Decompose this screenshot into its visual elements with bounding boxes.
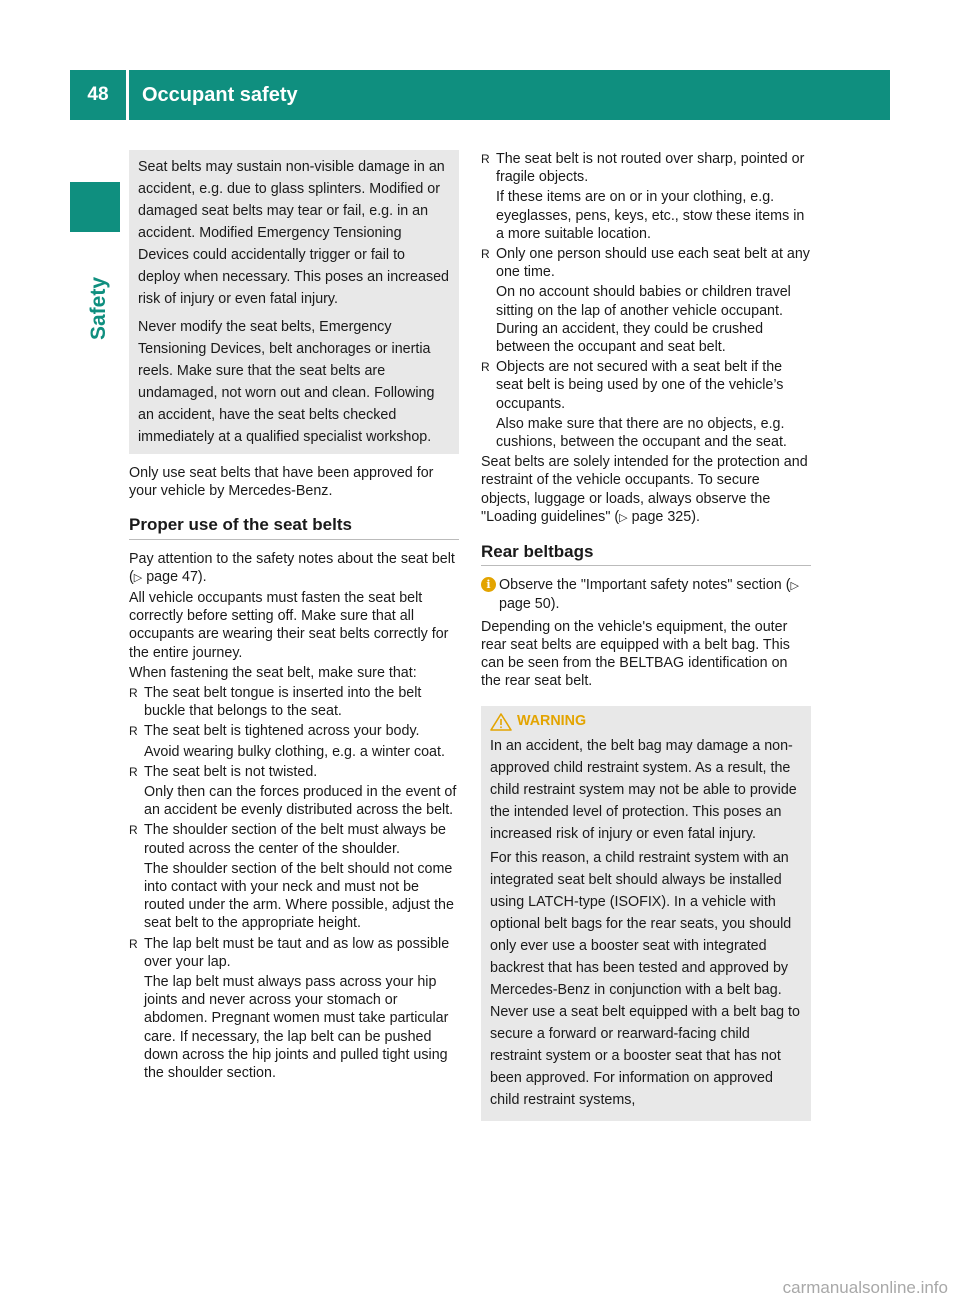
paragraph: Pay attention to the safety notes about the seat belt (▷ page 47). — [129, 550, 455, 585]
info-icon: i — [481, 577, 496, 592]
section-heading: Proper use of the seat belts — [129, 516, 459, 539]
bullet-icon: R — [129, 724, 138, 739]
side-tab-marker — [70, 182, 120, 232]
page-header — [70, 70, 890, 120]
warning-label: WARNING — [517, 713, 587, 730]
list-item: R The seat belt is not routed over sharp, pointed or fragile objects. If these items are on or in your clothing, e.g. eyeglasses, pens, keys, etc., stow these items in a more suitable location. — [481, 151, 805, 242]
warning-paragraph: In an accident, the belt bag may damage a non-approved child restraint system. As a result, the child restraint system may not be able to provide the intended level of protection. This poses an increased risk of injury or even fatal injury. — [490, 737, 797, 842]
checklist — [481, 150, 811, 451]
page-ref-arrow-icon: ▷ — [790, 580, 799, 593]
page-reference-link[interactable]: page 47 — [146, 568, 198, 585]
list-item: R The seat belt is not twisted. Only then can the forces produced in the event of an accident be evenly distributed across the belt. — [129, 763, 457, 819]
warning-paragraph: For this reason, a child restraint system with an integrated seat belt should always be installed using LATCH-type (ISOFIX). In a vehicle with optional belt bags for the rear seats, you should only ever use a booster seat with integrated backrest that has been tested and approved by Mercedes-Benz in conjunction with a belt bag. Never use a seat belt equipped with a belt bag to secure a forward or rearward-facing child restraint system or a booster seat that has not been approved. For information on approved child restraint systems, — [490, 849, 800, 1108]
list-item: R Only one person should use each seat belt at any one time. On no account should babies or children travel sitting on the lap of another vehicle occupant. During an accident, they could be crushed between the occupant and seat belt. — [481, 246, 810, 356]
bullet-icon: R — [129, 823, 138, 838]
list-item: R The seat belt tongue is inserted into the belt buckle that belongs to the seat. — [129, 685, 422, 720]
bullet-icon: R — [481, 152, 490, 166]
page-reference-link[interactable]: page 325 — [631, 508, 692, 525]
bullet-icon: R — [481, 247, 490, 262]
right-column — [481, 150, 811, 1121]
chapter-title: Occupant safety — [142, 84, 298, 106]
bullet-icon: R — [129, 764, 138, 779]
caution-paragraph: Seat belts may sustain non-visible damage in an accident, e.g. due to glass splinters. Modified or damaged seat belts may tear or fail, e.g. in an accident. Modified Emergency Tensioning Devices could accidentally trigger or fail to deploy when necessary. This poses an increased risk of injury or even fatal injury. — [138, 159, 450, 307]
header-divider — [126, 70, 129, 120]
caution-paragraph: Never modify the seat belts, Emergency Tensioning Devices, belt anchorages or inertia reels. Make sure that the seat belts are undamaged, not worn out and clean. Following an accident, have the seat belts checked immediately at a qualified specialist workshop. — [138, 319, 435, 445]
bullet-icon: R — [129, 936, 138, 951]
side-tab-label: Safety — [87, 276, 110, 340]
caution-box — [129, 150, 459, 454]
paragraph: When fastening the seat belt, make sure that: — [129, 664, 417, 681]
watermark: carmanualsonline.info — [782, 1278, 948, 1297]
list-item: R The seat belt is tightened across your body. Avoid wearing bulky clothing, e.g. a winter coat. — [129, 723, 445, 760]
paragraph: All vehicle occupants must fasten the seat belt correctly before setting off. Make sure that all occupants are wearing their seat belts correctly for the entire journey. — [129, 590, 449, 661]
list-item: R Objects are not secured with a seat belt if the seat belt is being used by one of the vehicle’s occupants. Also make sure that there are no objects, e.g. cushions, between the occupant and the seat. — [481, 359, 787, 451]
section-heading: Rear beltbags — [481, 543, 811, 566]
bullet-icon: R — [129, 686, 138, 701]
paragraph: Seat belts are solely intended for the protection and restraint of the vehicle occupants. To secure objects, luggage or loads, always observe the "Loading guidelines" (▷ page 325). — [481, 454, 808, 525]
page-ref-arrow-icon: ▷ — [619, 511, 628, 524]
checklist — [129, 684, 459, 1082]
list-item: R The lap belt must be taut and as low as possible over your lap. The lap belt must always pass across your hip joints and never across your stomach or abdomen. Pregnant women must take particular care. If necessary, the lap belt can be pushed down across the hip joints and pulled tight using the shoulder section. — [129, 935, 450, 1082]
left-column — [129, 150, 459, 1084]
page-number: 48 — [87, 84, 109, 105]
list-item: R The shoulder section of the belt must always be routed across the center of the shoulder. The shoulder section of the belt should not come into contact with your neck and must not be routed under the arm. Where possible, adjust the seat belt to the appropriate height. — [129, 822, 454, 932]
warning-triangle-icon — [490, 713, 512, 731]
paragraph: Only use seat belts that have been approved for your vehicle by Mercedes-Benz. — [129, 465, 434, 500]
page-ref-arrow-icon: ▷ — [133, 571, 143, 584]
page-reference-link[interactable]: page 50 — [499, 596, 551, 613]
warning-box — [481, 706, 811, 1120]
warning-header — [490, 712, 802, 730]
info-note: i Observe the "Important safety notes" section (▷ page 50). — [481, 576, 811, 613]
bullet-icon: R — [481, 360, 490, 375]
paragraph: Depending on the vehicle's equipment, the outer rear seat belts are equipped with a belt bag. This can be seen from the BELTBAG identification on the rear seat belt. — [481, 618, 790, 690]
